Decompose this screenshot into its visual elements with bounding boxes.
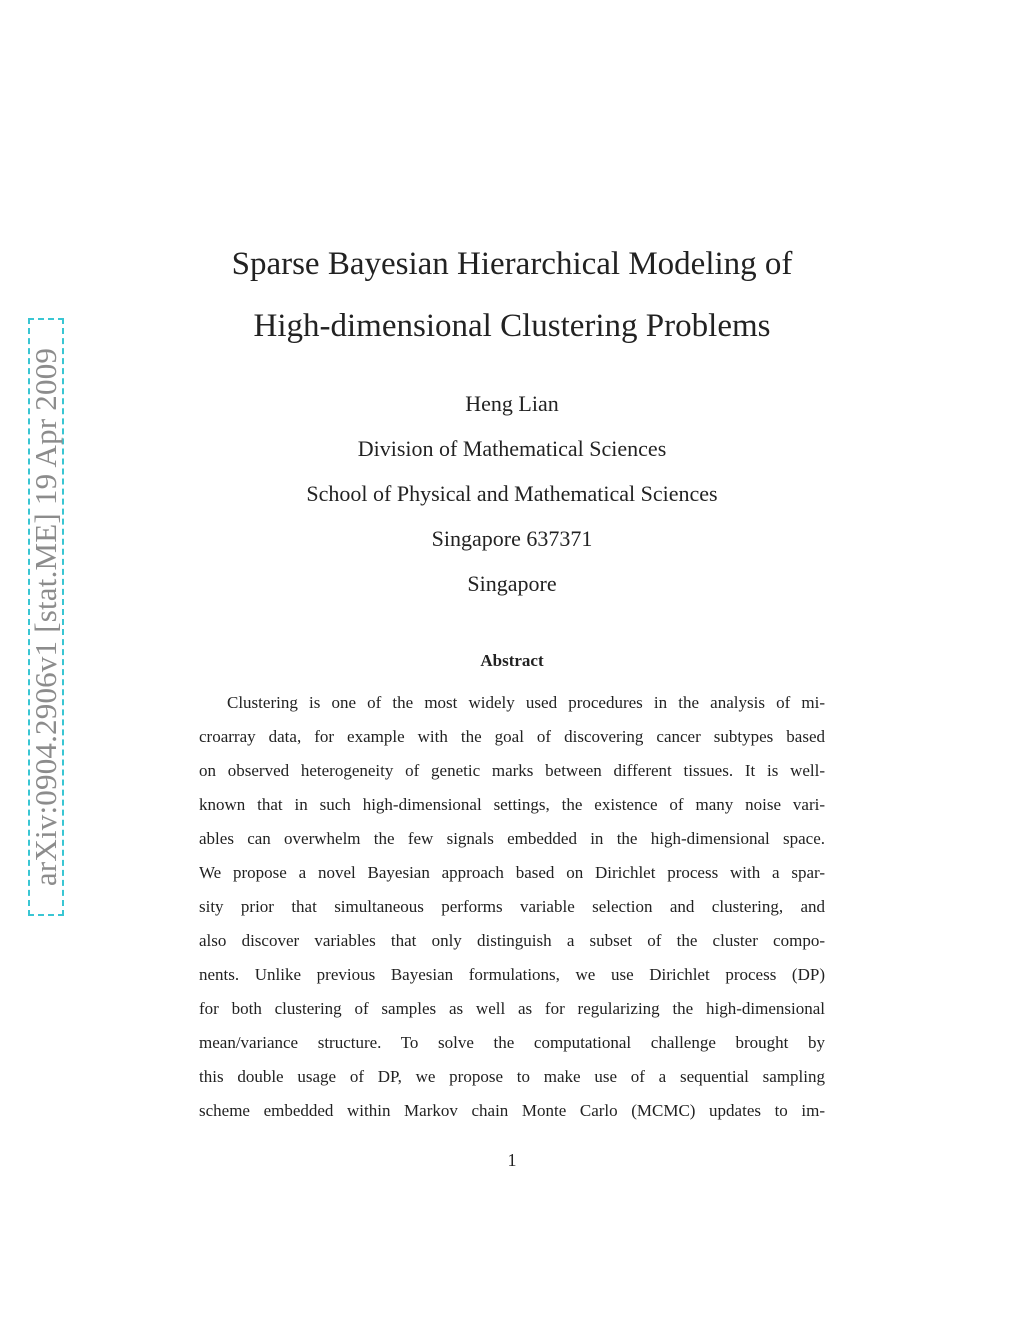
abstract-line: sity prior that simultaneous performs variable selection and clustering, and (199, 897, 825, 916)
author-name: Heng Lian (465, 391, 559, 416)
abstract-line: We propose a novel Bayesian approach based on Dirichlet process with a spar- (199, 863, 825, 882)
abstract-line: this double usage of DP, we propose to make use of a sequential sampling (199, 1067, 825, 1086)
affiliation-school: School of Physical and Mathematical Sciences (306, 481, 718, 506)
abstract-line: known that in such high-dimensional settings, the existence of many noise vari- (199, 795, 825, 814)
affiliation-country: Singapore (467, 571, 557, 596)
abstract-line: nents. Unlike previous Bayesian formulations, we use Dirichlet process (DP) (199, 965, 825, 984)
abstract-line: for both clustering of samples as well as for regularizing the high-dimensional (199, 999, 825, 1018)
abstract-line: croarray data, for example with the goal of discovering cancer subtypes based (199, 727, 825, 746)
paper-title-line-2: High-dimensional Clustering Problems (253, 308, 771, 344)
abstract-line: mean/variance structure. To solve the computational challenge brought by (199, 1033, 825, 1052)
arxiv-stamp (28, 318, 64, 916)
abstract-body (199, 686, 825, 1128)
abstract-line: also discover variables that only distinguish a subset of the cluster compo- (199, 931, 825, 950)
affiliation-division: Division of Mathematical Sciences (357, 436, 667, 461)
abstract-line: ables can overwhelm the few signals embedded in the high-dimensional space. (199, 829, 825, 848)
abstract-heading: Abstract (480, 651, 544, 670)
paper-title-line-1: Sparse Bayesian Hierarchical Modeling of (231, 246, 793, 282)
abstract-line: Clustering is one of the most widely used procedures in the analysis of mi- (227, 693, 825, 712)
abstract-line: scheme embedded within Markov chain Monte Carlo (MCMC) updates to im- (199, 1101, 825, 1120)
affiliation-postcode: Singapore 637371 (431, 526, 593, 551)
arxiv-identifier: arXiv:0904.2906v1 [stat.ME] 19 Apr 2009 (28, 347, 63, 887)
page-number: 1 (507, 1150, 517, 1170)
abstract-line: on observed heterogeneity of genetic marks between different tissues. It is well- (199, 761, 825, 780)
